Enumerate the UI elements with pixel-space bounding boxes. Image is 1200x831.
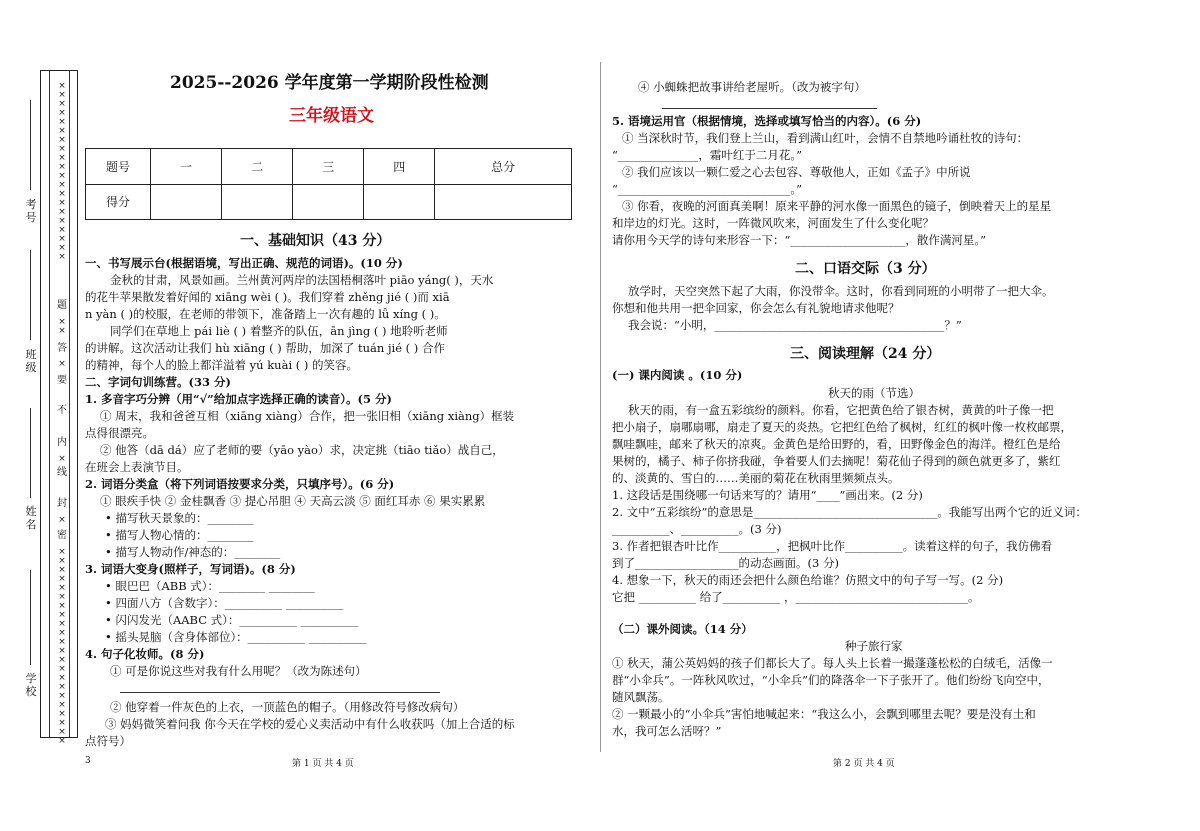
text-line: • 描写人物心情的：________	[105, 528, 254, 542]
text-line: 3. 作者把银杏叶比作__________，把枫叶比作__________。读着这样的句子，我仿佛看	[612, 539, 1053, 553]
section-title: 一、基础知识（43 分）	[240, 233, 391, 249]
text-line: 和岸边的灯光。这时，一阵微风吹来，河面发生了什么变化呢？	[612, 216, 934, 230]
page-footer: 第 1 页 共 4 页	[292, 759, 354, 769]
score-table-header: 一	[151, 149, 222, 185]
text-line: 随风飘荡。	[612, 690, 670, 704]
seal-x-marks: ×	[58, 359, 66, 369]
text-line: 同学们在草地上 pái liè ( ) 着整齐的队伍，ān jìng ( ) 地聆听老师	[110, 324, 448, 338]
question-heading: (一) 课内阅读 。(10 分)	[612, 368, 743, 382]
binding-line	[49, 71, 50, 737]
text-line: 果树的，橘子、柿子你挤我碰，争着要人们去摘呢！菊花仙子得到的颜色就更多了，紫红	[612, 454, 1061, 468]
text-line: ① 眼疾手快 ② 金桂飘香 ③ 提心吊胆 ④ 天高云淡 ⑤ 面红耳赤 ⑥ 果实累累	[100, 494, 486, 508]
exam-subtitle: 三年级语文	[289, 106, 374, 126]
text-line: ② 一颗最小的“小伞兵”害怕地喊起来：“我这么小，会飘到哪里去呢？要是没有土和	[612, 707, 1036, 721]
binding-line	[69, 71, 70, 737]
text-line: 2. 文中“五彩缤纷”的意思是________________________________。我能写出两个它的近义词：	[612, 505, 1087, 519]
score-table-header: 三	[293, 149, 364, 185]
score-table-row-label: 得分	[86, 184, 151, 220]
seal-char: 要	[57, 375, 67, 386]
label-xuexiao: 学校	[25, 672, 37, 698]
text-line: ④ 小蜘蛛把故事讲给老屋听。（改为被字句）	[638, 80, 866, 94]
text-line: 群“小伞兵”。一阵秋风吹过，“小伞兵”们的降落伞一下子张开了。他们纷纷飞向空中，	[612, 673, 1050, 687]
score-table	[85, 148, 572, 220]
question-heading: 一、书写展示台(根据语境，写出正确、规范的词语)。(10 分)	[85, 256, 403, 270]
text-line: ③ 妈妈微笑着问我 你今天在学校的爱心义卖活动中有什么收获吗（加上合适的标	[105, 717, 515, 731]
text-line: 点得很漂亮。	[85, 426, 154, 440]
text-line: __________、__________。(3 分)	[612, 522, 782, 536]
score-table-header: 四	[364, 149, 435, 185]
score-table-header: 二	[222, 149, 293, 185]
fill-line	[30, 570, 31, 665]
text-line: • 四面八方（含数字）：__________ __________	[105, 596, 344, 610]
question-heading: 3. 词语大变身(照样子，写词语)。(8 分)	[85, 562, 296, 576]
fill-line	[30, 100, 31, 190]
text-line: n yàn ( )的校服，在老师的带领下，准备踏上一次有趣的 lǚ xíng ( )。	[85, 307, 446, 321]
text-line: ① 可是你说这些对我有什么用呢？（改为陈述句）	[110, 664, 367, 678]
corner-number: 3	[85, 756, 91, 766]
label-banji: 班级	[25, 348, 37, 374]
text-line: ② 他穿着一件灰色的上衣，一顶蓝色的帽子。（用修改符号修改病句）	[110, 700, 465, 714]
fill-line	[30, 408, 31, 498]
label-kaohao: 考号	[25, 198, 37, 224]
score-cell[interactable]	[293, 184, 364, 220]
text-line: 我会说：“小明，________________________________________？”	[628, 318, 962, 332]
exam-title: 2025--2026 学年度第一学期阶段性检测	[170, 73, 489, 93]
text-line: 把小扇子，扇哪扇哪，扇走了夏天的炎热。它把红色给了枫树，红红的枫叶像一枚枚邮票，	[612, 420, 1072, 434]
text-line: 放学时，天空突然下起了大雨，你没带伞。这时，你看到同班的小明带了一把大伞。	[628, 284, 1054, 298]
seal-x-marks: ××××××××××××××××××××	[58, 81, 66, 262]
section-title: 二、口语交际（3 分）	[795, 261, 936, 277]
question-heading: 二、字词句训练营。(33 分)	[85, 375, 231, 389]
text-line: • 闪闪发光（AABC 式）：__________ __________	[105, 613, 359, 627]
text-line: 1. 这段话是围绕哪一句话来写的？请用“____”画出来。(2 分)	[612, 488, 923, 502]
text-line: • 描写人物动作/神态的：________	[105, 545, 281, 559]
seal-char: 内	[57, 437, 67, 448]
seal-char: 不	[57, 405, 67, 416]
passage-title: 秋天的雨（节选）	[828, 386, 920, 400]
question-heading: 1. 多音字巧分辨（用“√”给加点字选择正确的读音）。(5 分)	[85, 392, 392, 406]
score-cell[interactable]	[364, 184, 435, 220]
text-line: • 摇头晃脑（含身体部位）：__________ __________	[105, 630, 367, 644]
text-line: ② 我们应该以一颗仁爱之心去包容、尊敬他人，正如《孟子》中所说	[622, 165, 971, 179]
seal-x-marks: ×	[58, 454, 66, 464]
seal-x-marks: ××	[58, 317, 66, 336]
answer-line[interactable]	[662, 108, 877, 109]
text-line: 水，我可怎么活呀？”	[612, 724, 722, 738]
question-heading: 4. 句子化妆师。(8 分)	[85, 647, 205, 661]
score-table-header: 总分	[435, 149, 572, 185]
text-line: 的花牛苹果散发着好闻的 xiāng wèi ( )。我们穿着 zhěng jié ( )而 xiā	[85, 290, 450, 304]
text-line: “______________，霜叶红于二月花。”	[612, 148, 803, 162]
text-line: 的、淡黄的、雪白的……美丽的菊花在秋雨里频频点头。	[612, 471, 900, 485]
score-table-header-label: 题号	[86, 149, 151, 185]
text-line: 你想和他共用一把伞回家，你会怎么有礼貌地请求他呢？	[612, 301, 900, 315]
text-line: 到了__________________的动态画面。(3 分)	[612, 556, 839, 570]
text-line: 秋天的雨，有一盒五彩缤纷的颜料。你看，它把黄色给了银杏树，黄黄的叶子像一把	[628, 403, 1054, 417]
text-line: 的精神，每个人的脸上都洋溢着 yú kuài ( ) 的笑容。	[85, 358, 359, 372]
question-heading: 5. 语境运用官（根据情境，选择或填写恰当的内容）。(6 分)	[612, 114, 922, 128]
score-cell[interactable]	[435, 184, 572, 220]
question-heading: （二）课外阅读。（14 分）	[612, 622, 753, 636]
seal-char: 密	[57, 530, 67, 541]
text-line: ① 周末，我和爸爸互相（xiāng xiàng）合作，把一张旧相（xiāng xiàng）框装	[100, 409, 515, 423]
passage-title: 种子旅行家	[845, 639, 903, 653]
seal-x-marks: ××××××××××××××××××××××	[58, 547, 66, 746]
fill-line	[30, 250, 31, 340]
text-line: ① 秋天，蒲公英妈妈的孩子们都长大了。每人头上长着一撮蓬蓬松松的白绒毛，活像一	[612, 656, 1053, 670]
text-line: 飘哇飘哇，邮来了秋天的凉爽。金黄色是给田野的，看，田野像金色的海洋。橙红色是给	[612, 437, 1061, 451]
text-line: • 描写秋天景象的：________	[105, 511, 254, 525]
score-cell[interactable]	[151, 184, 222, 220]
text-line: 的讲解。这次活动让我们 hù xiāng ( ) 帮助，加深了 tuán jié ( ) 合作	[85, 341, 445, 355]
text-line: 点符号）	[85, 734, 131, 748]
text-line: ③ 你看，夜晚的河面真美啊！原来平静的河水像一面黑色的镜子，倒映着天上的星星	[622, 199, 1052, 213]
page-footer: 第 2 页 共 4 页	[833, 759, 895, 769]
section-title: 三、阅读理解（24 分）	[790, 346, 941, 362]
text-line: 它把 __________ 给了__________ ，______________________________。	[612, 590, 980, 604]
text-line: 4. 想象一下，秋天的雨还会把什么颜色给谁？仿照文中的句子写一写。(2 分)	[612, 573, 1004, 587]
seal-char: 线	[57, 467, 67, 478]
text-line: 请你用今天学的诗句来形容一下：“____________________，散作满河星。”	[612, 233, 987, 247]
text-line: 金秋的甘肃，风景如画。兰州黄河两岸的法国梧桐落叶 piāo yáng( )，天水	[110, 273, 494, 287]
seal-char: 答	[57, 343, 67, 354]
answer-line[interactable]	[120, 692, 440, 693]
seal-char: 封	[57, 498, 67, 509]
text-line: ① 当深秋时节，我们登上兰山，看到满山红叶，会情不自禁地吟诵杜牧的诗句：	[622, 131, 1029, 145]
text-line: ② 他答（dā dá）应了老师的要（yāo yào）求，决定挑（tiāo tiǎo）战自己，	[100, 443, 504, 457]
page-divider	[600, 62, 601, 752]
text-line: • 眼巴巴（ABB 式）：________ ________	[105, 579, 315, 593]
seal-char: 题	[57, 300, 67, 311]
seal-x-marks: ×	[58, 515, 66, 525]
text-line: “______________________________。”	[612, 182, 803, 196]
label-xingming: 姓名	[25, 505, 37, 531]
question-heading: 2. 词语分类盒（将下列词语按要求分类，只填序号）。(6 分)	[85, 477, 395, 491]
score-cell[interactable]	[222, 184, 293, 220]
text-line: 在班会上表演节目。	[85, 460, 189, 474]
